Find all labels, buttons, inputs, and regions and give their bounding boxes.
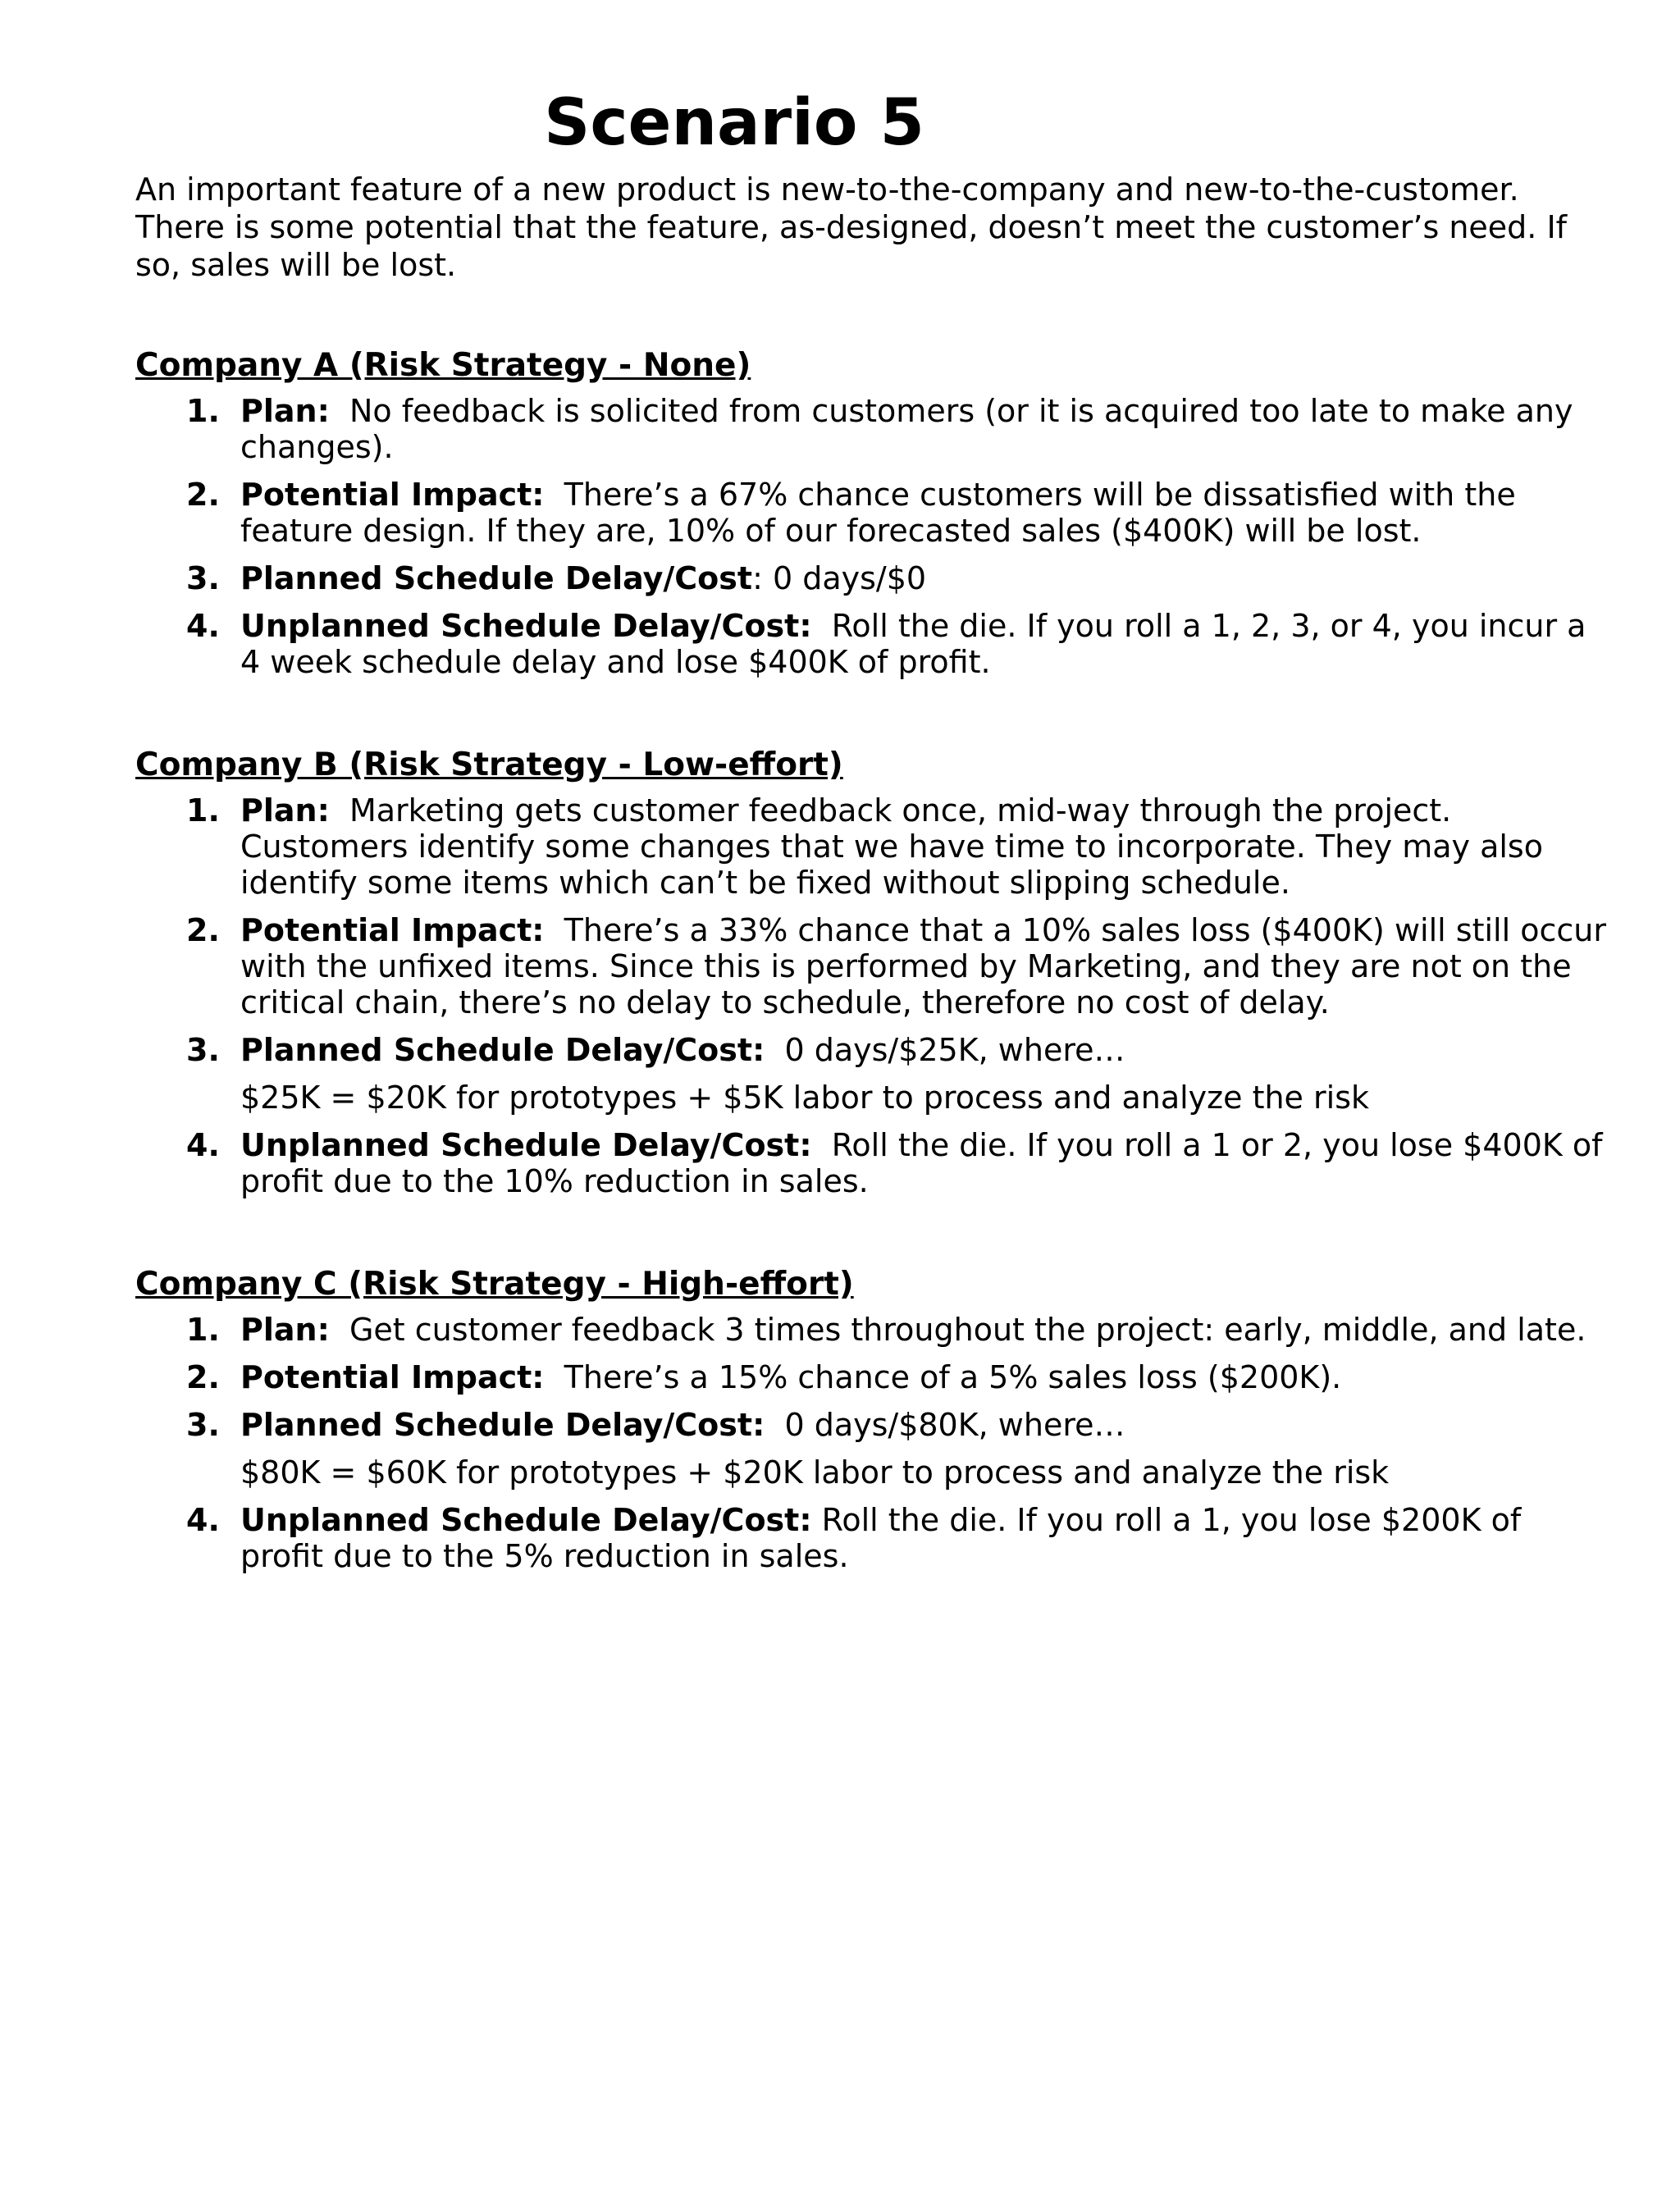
item-text: There’s a 67% chance customers will be dissatisfied with the feature design. If they are, 10% of our forecasted sales ($400K) will be lost. bbox=[240, 477, 1516, 549]
item-number: 2. bbox=[186, 477, 220, 513]
list-item bbox=[135, 912, 1612, 1020]
list-item bbox=[135, 608, 1612, 680]
item-note: $80K = $60K for prototypes + $20K labor to process and analyze the risk bbox=[240, 1454, 1390, 1491]
item-text: 0 days/$25K, where… bbox=[784, 1032, 1125, 1068]
item-text: Roll the die. If you roll a 1, you lose $200K of profit due to the 5% reduction in sales. bbox=[240, 1502, 1522, 1574]
item-number: 3. bbox=[186, 1032, 220, 1068]
item-label: Potential Impact: bbox=[240, 912, 545, 948]
section-heading: Company B (Risk Strategy - Low-effort) bbox=[135, 746, 843, 783]
item-label: Unplanned Schedule Delay/Cost: bbox=[240, 1502, 812, 1538]
section-heading: Company A (Risk Strategy - None) bbox=[135, 347, 751, 384]
page-title: Scenario 5 bbox=[544, 86, 924, 160]
item-number: 2. bbox=[186, 1359, 220, 1395]
item-label: Plan: bbox=[240, 792, 330, 829]
item-text: Roll the die. If you roll a 1 or 2, you lose $400K of profit due to the 10% reduction in sales. bbox=[240, 1127, 1603, 1199]
item-label: Potential Impact: bbox=[240, 1359, 545, 1395]
item-number: 1. bbox=[186, 1312, 220, 1348]
item-label: Planned Schedule Delay/Cost: bbox=[240, 1032, 765, 1068]
section-company-c bbox=[135, 1266, 1612, 1586]
item-number: 2. bbox=[186, 912, 220, 948]
item-label: Planned Schedule Delay/Cost bbox=[240, 560, 753, 596]
item-label: Plan: bbox=[240, 1312, 330, 1348]
list-item bbox=[135, 477, 1612, 549]
item-number: 3. bbox=[186, 1407, 220, 1443]
list-item bbox=[135, 1407, 1612, 1491]
item-text: No feedback is solicited from customers (or it is acquired too late to make any changes). bbox=[240, 393, 1573, 465]
section-company-b bbox=[135, 746, 1612, 1211]
item-label: Plan: bbox=[240, 393, 330, 429]
section-heading: Company C (Risk Strategy - High-effort) bbox=[135, 1266, 854, 1303]
item-list bbox=[135, 1312, 1612, 1574]
list-item bbox=[135, 792, 1612, 901]
item-text: There’s a 15% chance of a 5% sales loss ($200K). bbox=[564, 1359, 1342, 1395]
item-number: 4. bbox=[186, 1127, 220, 1163]
item-number: 1. bbox=[186, 393, 220, 429]
item-label: Potential Impact: bbox=[240, 477, 545, 513]
item-label: Planned Schedule Delay/Cost: bbox=[240, 1407, 765, 1443]
section-company-a bbox=[135, 347, 1612, 692]
list-item bbox=[135, 1359, 1612, 1395]
item-list bbox=[135, 393, 1612, 680]
item-text: Roll the die. If you roll a 1, 2, 3, or 4, you incur a 4 week schedule delay and lose $400K of profit. bbox=[240, 608, 1586, 680]
item-number: 1. bbox=[186, 792, 220, 829]
item-list bbox=[135, 792, 1612, 1199]
item-note: $25K = $20K for prototypes + $5K labor to process and analyze the risk bbox=[240, 1080, 1369, 1116]
item-text: Marketing gets customer feedback once, mid-way through the project. Customers identify some changes that we have time to incorporate. They may also identify some items which can’t be fixed without slipping schedule. bbox=[240, 792, 1543, 901]
list-item bbox=[135, 1032, 1612, 1116]
item-number: 3. bbox=[186, 560, 220, 596]
item-text: : 0 days/$0 bbox=[752, 560, 927, 596]
item-text: Get customer feedback 3 times throughout the project: early, middle, and late. bbox=[349, 1312, 1586, 1348]
item-number: 4. bbox=[186, 608, 220, 644]
item-label: Unplanned Schedule Delay/Cost: bbox=[240, 1127, 812, 1163]
list-item bbox=[135, 1127, 1612, 1199]
list-item bbox=[135, 1502, 1612, 1574]
item-number: 4. bbox=[186, 1502, 220, 1538]
item-label: Unplanned Schedule Delay/Cost: bbox=[240, 608, 812, 644]
list-item bbox=[135, 393, 1612, 465]
list-item bbox=[135, 560, 1612, 596]
list-item bbox=[135, 1312, 1612, 1348]
item-text: There’s a 33% chance that a 10% sales loss ($400K) will still occur with the unfixed items. Since this is performed by Marketing, and they are not on the critical chain, there’s no delay to schedule, therefore no cost of delay. bbox=[240, 912, 1606, 1020]
item-text: 0 days/$80K, where… bbox=[784, 1407, 1125, 1443]
intro-paragraph: An important feature of a new product is new-to-the-company and new-to-the-customer. There is some potential that the feature, as-designed, doesn’t meet the customer’s need. If so, sales will be lost. bbox=[135, 171, 1568, 283]
